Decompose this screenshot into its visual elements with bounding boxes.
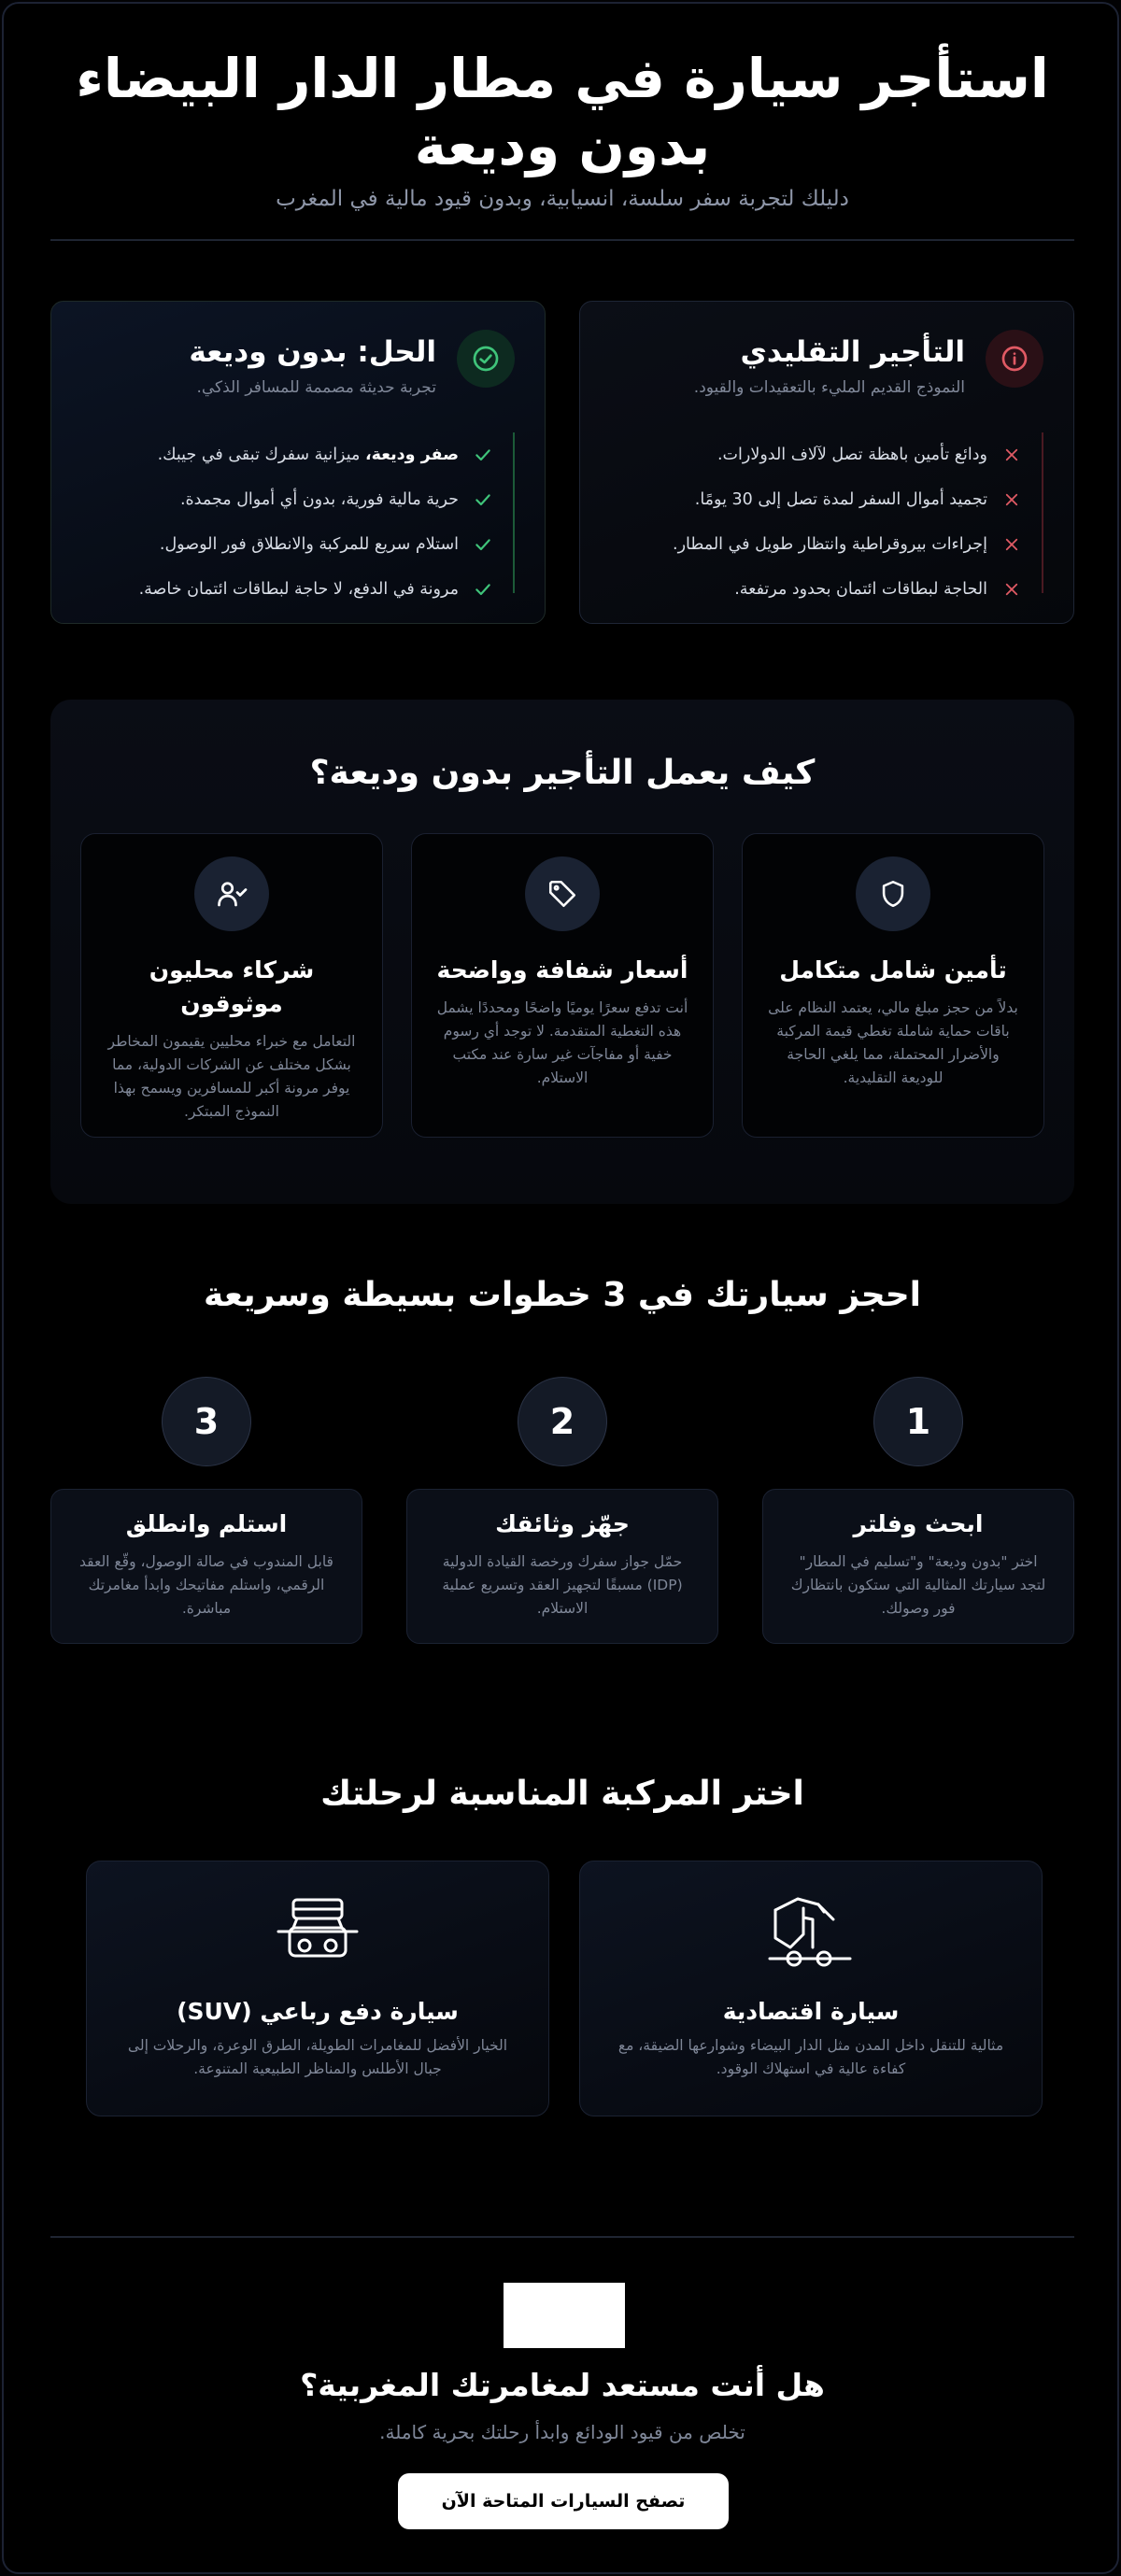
list-item: تجميد أموال السفر لمدة تصل إلى 30 يومًا. [608,477,1043,522]
step-1 [762,1377,1074,1644]
step-number: 1 [873,1377,963,1466]
list-item: ودائع تأمين باهظة تصل لآلاف الدولارات. [608,432,1043,477]
step-number: 3 [162,1377,251,1466]
logo-placeholder [504,2283,625,2348]
hero-divider [50,239,1074,241]
feature-card-pricing: أسعار شفافة وواضحة أنت تدفع سعرًا يوميًا واضحًا ومحددًا يشمل هذه التغطية المتقدمة. لا توجد أي رسوم خفية أو مفاجآت غير سارة عند مكتب الاستلام. [411,833,714,1138]
hero [50,45,1074,211]
step-card: استلم وانطلق قابل المندوب في صالة الوصول، وقّع العقد الرقمي، واستلم مفاتيحك وابدأ مغامرتك مباشرة. [50,1489,362,1644]
step-3 [50,1377,362,1644]
comparison-section [50,301,1074,624]
traditional-list [608,432,1043,612]
steps-section [50,1377,1074,1644]
list-item: الحاجة لبطاقات ائتمان بحدود مرتفعة. [608,567,1043,612]
solution-card [50,301,546,624]
step-card: ابحث وفلتر اختر "بدون وديعة" و"تسليم في المطار" لتجد سيارتك المثالية التي ستكون بانتظارك فور وصولك. [762,1489,1074,1644]
traditional-card [579,301,1074,624]
check-circle-icon [457,330,515,388]
list-item: إجراءات بيروقراطية وانتظار طويل في المطار. [608,522,1043,567]
vehicles-title: اختر المركبة المناسبة لرحلتك [320,1775,804,1813]
solution-desc: تجربة حديثة مصممة للمسافر الذكي. [196,378,436,397]
browse-cars-button[interactable]: تصفح السيارات المتاحة الآن [398,2473,729,2529]
close-icon [1000,581,1023,598]
steps-title: احجز سيارتك في 3 خطوات بسيطة وسريعة [204,1276,921,1314]
check-icon [472,446,494,464]
traditional-desc: النموذج القديم المليء بالتعقيدات والقيود. [693,378,965,397]
alert-circle-icon [986,330,1043,388]
list-item: مرونة في الدفع، لا حاجة لبطاقات ائتمان خاصة. [79,567,515,612]
list-item: استلام سريع للمركبة والانطلاق فور الوصول. [79,522,515,567]
step-2 [406,1377,718,1644]
user-check-icon [194,856,269,931]
check-icon [472,535,494,554]
check-icon [472,490,494,509]
vehicles-section [86,1861,1043,2116]
list-item: حرية مالية فورية، بدون أي أموال مجمدة. [79,477,515,522]
cta-divider [50,2236,1074,2238]
vehicle-card-economy[interactable]: سيارة اقتصادية مثالية للتنقل داخل المدن مثل الدار البيضاء وشوارعها الضيقة، مع كفاءة عالية في استهلاك الوقود. [579,1861,1043,2116]
step-card: جهّز وثائقك حمّل جواز سفرك ورخصة القيادة الدولية (IDP) مسبقًا لتجهيز العقد وتسريع عملية الاستلام. [406,1489,718,1644]
close-icon [1000,446,1023,463]
solution-title: الحل: بدون وديعة [189,335,436,369]
suv-icon [115,1888,520,1977]
close-icon [1000,491,1023,508]
shield-icon [856,856,930,931]
economy-car-icon [608,1888,1014,1977]
list-item: صفر وديعة، ميزانية سفرك تبقى في جيبك. [79,432,515,477]
step-number: 2 [518,1377,607,1466]
traditional-title: التأجير التقليدي [740,335,965,369]
check-icon [472,580,494,599]
how-title: كيف يعمل التأجير بدون وديعة؟ [309,754,816,792]
feature-card-insurance: تأمين شامل متكامل بدلاً من حجز مبلغ مالي، يعتمد النظام على باقات حماية شاملة تغطي قيمة المركبة والأضرار المحتملة، مما يلغي الحاجة للوديعة التقليدية. [742,833,1044,1138]
close-icon [1000,536,1023,553]
tag-icon [525,856,600,931]
vehicle-card-suv[interactable]: سيارة دفع رباعي (SUV) الخيار الأفضل للمغامرات الطويلة، الطرق الوعرة، والرحلات إلى جبال الأطلس والمناظر الطبيعية المتنوعة. [86,1861,549,2116]
page-frame [2,2,1119,2574]
page-title: استأجر سيارة في مطار الدار البيضاء بدون وديعة [76,47,1049,177]
cta-subtitle: تخلص من قيود الودائع وابدأ رحلتك بحرية كاملة. [379,2421,745,2443]
page-subtitle: دليلك لتجربة سفر سلسة، انسيابية، وبدون قيود مالية في المغرب [276,187,849,211]
feature-card-partners: شركاء محليون موثوقون التعامل مع خبراء محليين يقيمون المخاطر بشكل مختلف عن الشركات الدولية، مما يوفر مرونة أكبر للمسافرين ويسمح بهذا النموذج المبتكر. [80,833,383,1138]
cta-title: هل أنت مستعد لمغامرتك المغربية؟ [300,2367,825,2403]
how-it-works-section [50,700,1074,1204]
solution-list [79,432,515,612]
